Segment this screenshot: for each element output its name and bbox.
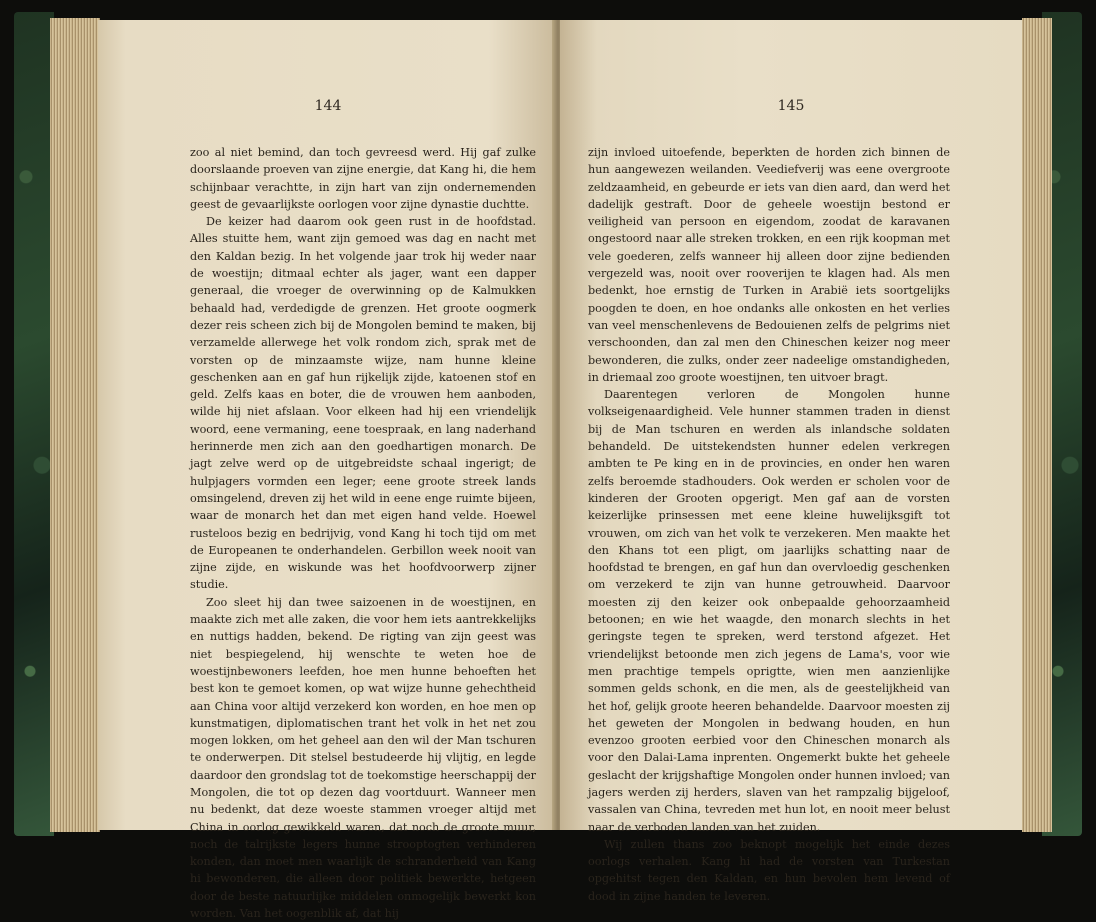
page-text [190,144,536,922]
page-edges-right [1022,18,1052,832]
paragraph: zijn invloed uitoefende, beperkten de horden zich binnen de hun aangewezen weilanden. Veediefverij was eene overgroote zeldzaamheid, en gebeurde er iets van dien aard, dan werd het dadelijk gestraft. Door de geheele woestijn bestond er veiligheid van persoon en eigendom, zoodat de karavanen ongestoord naar alle streken trokken, en een rijk koopman met vele goederen, zelfs wanneer hij alleen door zijne bedienden vergezeld was, nooit over rooverijen te klagen had. Als men bedenkt, hoe ernstig de Turken in Arabië iets soortgelijks poogden te doen, en hoe ondanks alle onkosten en het verlies van veel menschenlevens de Bedouienen zelfs de pelgrims niet verschoonden, dan zal men den Chineschen keizer nog meer bewonderen, die zulks, onder zeer nadeelige omstandigheden, in driemaal zoo groote woestijnen, ten uitvoer bragt. [588,146,950,384]
page-edges-left [50,18,100,832]
paragraph: Wij zullen thans zoo beknopt mogelijk het einde dezes oorlogs verhalen. Kang hi had de vorsten van Turkestan opgehitst tegen den Kaldan, en hun bevolen hem levend of dood in zijne handen te leveren. [588,837,950,903]
left-page [98,20,558,921]
page-number: 145 [777,98,805,114]
page-text [588,144,950,905]
right-page [560,20,1022,903]
paragraph: zoo al niet bemind, dan toch gevreesd werd. Hij gaf zulke doorslaande proeven van zijne energie, dat Kang hi, die hem schijnbaar verachtte, in zijn hart van zijn ondernemenden geest de gevaarlijkste oorlogen voor zijne dynastie duchtte. [190,146,536,211]
paragraph: Daarentegen verloren de Mongolen hunne volkseigenaardigheid. Vele hunner stammen traden in dienst bij de Man tschuren en werden als inlandsche soldaten behandeld. De uitstekendsten hunner edelen verkregen ambten te Pe king en in de provincies, en onder hen waren zelfs beroemde stadhouders. Ook werden er scholen voor de kinderen der Grooten opgerigt. Men gaf aan de vorsten keizerlijke prinsessen met eene kleine huwelijksgift tot vrouwen, om zich van het volk te verzekeren. Men maakte het den Khans tot een pligt, om jaarlijks schatting naar de hoofdstad te brengen, en gaf hun dan overvloedig geschenken om verzekerd te zijn van hunne getrouwheid. Daarvoor moesten zij den keizer ook onbepaalde gehoorzaamheid betoonen; en wie het waagde, den monarch slechts in het geringste tegen te spreken, werd terstond afgezet. Het vriendelijkst betoonde men zich jegens de Lama's, voor wie men prachtige tempels oprigtte, wien men aanzienlijke sommen gelds schonk, en die men, als de geestelijkheid van het hof, gelijk groote heeren behandelde. Daarvoor moesten zij het geweten der Mongolen in bedwang houden, en hun evenzoo grooten eerbied voor den Chineschen monarch als voor den Dalai-Lama inprenten. Ongemerkt bukte het geheele geslacht der krijgshaftige Mongolen onder hunnen invloed; van jagers werden zij herders, slaven van het rampzalig bijgeloof, vassalen van China, tevreden met hun lot, en nooit meer belust naar de verboden landen van het zuiden. [588,388,950,834]
paragraph: De keizer had daarom ook geen rust in de hoofdstad. Alles stuitte hem, want zijn gemoed was dag en nacht met den Kaldan bezig. In het volgende jaar trok hij weder naar de woestijn; ditmaal echter als jager, want een dapper generaal, die vroeger de overwinning op de Kalmukken behaald had, verdedigde de grenzen. Het groote oogmerk dezer reis scheen zich bij de Mongolen bemind te maken, bij verzamelde allerwege het volk rondom zich, sprak met de vorsten op de minzaamste wijze, nam hunne kleine geschenken aan en gaf hun rijkelijk zijde, katoenen stof en geld. Zelfs kaas en boter, die de vrouwen hem aanboden, wilde hij niet afslaan. Voor elkeen had hij een vriendelijk woord, eene vermaning, eene toespraak, en lang naderhand herinnerde men zich aan den goedhartigen monarch. De jagt zelve werd op de uitgebreidste schaal ingerigt; de hulpjagers vormden een leger; eene groote streek lands omsingelend, dreven zij het wild in eene enge ruimte bijeen, waar de monarch het dan met eigen hand velde. Hoewel rusteloos bezig en bedrijvig, vond Kang hi toch tijd om met de Europeanen te onderhandelen. Gerbillon week nooit van zijne zijde, en wiskunde was het hoofdvoorwerp zijner studie. [190,215,536,592]
paragraph: Zoo sleet hij dan twee saizoenen in de woestijnen, en maakte zich met alle zaken, die voor hem iets aantrekkelijks en nuttigs hadden, bekend. De rigting van zijn geest was niet bespiegelend, hij wenschte te weten hoe de woestijnbewoners leefden, hoe men hunne behoeften het best kon te gemoet komen, op wat wijze hunne gehechtheid aan China voor altijd verzekerd kon worden, en hoe men op kunstmatigen, diplomatischen trant het volk in het net zou mogen lokken, om het geheel aan den wil der Man tschuren te onderwerpen. Dit stelsel bestudeerde hij vlijtig, en legde daardoor den grondslag tot de toekomstige heerschappij der Mongolen, die tot op dezen dag voortduurt. Wanneer men nu bedenkt, dat deze woeste stammen vroeger altijd met China in oorlog gewikkeld waren, dat noch de groote muur, noch de talrijkste legers hunne strooptogten verhinderen konden, dan moet men waarlijk de schranderheid van Kang hi bewonderen, die alleen door politiek bewerkte, hetgeen door de beste natuurlijke middelen onmogelijk bewerkt kon worden. Van het oogenblik af, dat hij [190,595,536,921]
marble-cover-left [14,12,54,836]
page-number: 144 [314,98,342,114]
